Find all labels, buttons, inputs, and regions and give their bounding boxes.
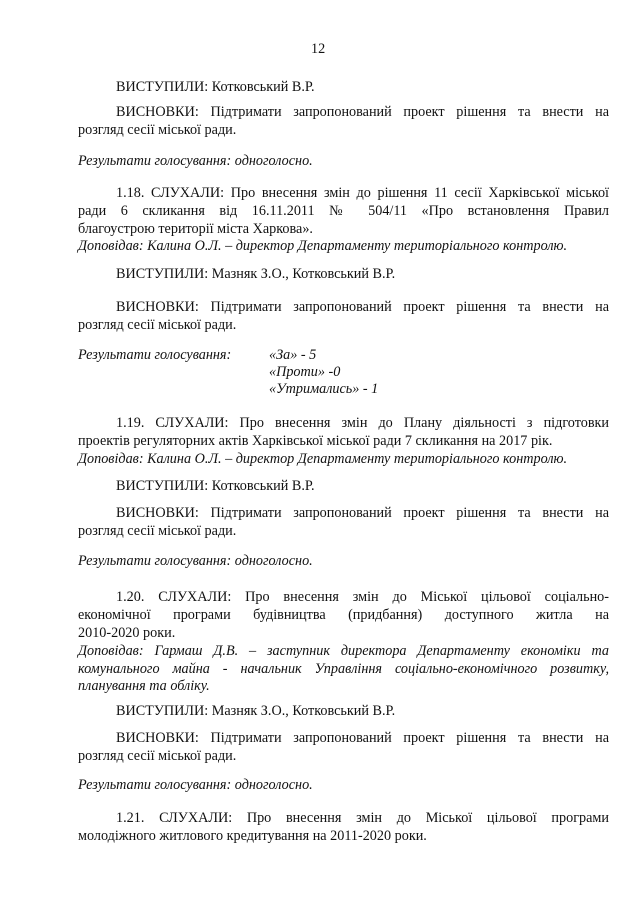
- conclusions-line: ВИСНОВКИ: Підтримати запропонований проект рішення та внести на: [116, 730, 609, 746]
- conclusions-line-cont: розгляд сесії міської ради.: [78, 317, 237, 333]
- heard-line-cont: молодіжного житлового кредитування на 2011-2020 роки.: [78, 828, 427, 844]
- heard-line: 1.20. СЛУХАЛИ: Про внесення змін до Міської цільової соціально-: [116, 589, 609, 605]
- heard-line: 1.18. СЛУХАЛИ: Про внесення змін до рішення 11 сесії Харківської міської: [116, 185, 609, 201]
- speakers-line: ВИСТУПИЛИ: Котковський В.Р.: [116, 478, 315, 494]
- heard-line-cont: 2010-2020 роки.: [78, 625, 176, 641]
- speakers-line: ВИСТУПИЛИ: Мазняк З.О., Котковський В.Р.: [116, 703, 396, 719]
- heard-line-cont: ради 6 скликання від 16.11.2011 № 504/11 «Про встановлення Правил: [78, 203, 609, 219]
- reporter-line: Доповідав: Калина О.Л. – директор Департаменту територіального контролю.: [78, 451, 568, 467]
- heard-line: 1.19. СЛУХАЛИ: Про внесення змін до Плану діяльності з підготовки: [116, 415, 609, 431]
- vote-against: «Проти» -0: [269, 364, 341, 380]
- vote-for: «За» - 5: [269, 347, 317, 363]
- speakers-line: ВИСТУПИЛИ: Котковський В.Р.: [116, 79, 315, 95]
- voting-results: Результати голосування: одноголосно.: [78, 553, 313, 569]
- conclusions-line: ВИСНОВКИ: Підтримати запропонований проект рішення та внести на: [116, 505, 609, 521]
- conclusions-line: ВИСНОВКИ: Підтримати запропонований проект рішення та внести на: [116, 299, 609, 315]
- conclusions-line-cont: розгляд сесії міської ради.: [78, 748, 237, 764]
- speakers-line: ВИСТУПИЛИ: Мазняк З.О., Котковський В.Р.: [116, 266, 396, 282]
- conclusions-line: ВИСНОВКИ: Підтримати запропонований проект рішення та внести на: [116, 104, 609, 120]
- conclusions-line-cont: розгляд сесії міської ради.: [78, 122, 237, 138]
- voting-results-label: Результати голосування:: [78, 347, 232, 363]
- heard-line-cont: благоустрою території міста Харкова».: [78, 221, 313, 237]
- page-number: 12: [311, 41, 326, 57]
- voting-results: Результати голосування: одноголосно.: [78, 153, 313, 169]
- reporter-line-cont: комунального майна - начальник Управління соціально-економічного розвитку,: [78, 661, 609, 677]
- reporter-line: Доповідав: Калина О.Л. – директор Департаменту територіального контролю.: [78, 238, 568, 254]
- reporter-line-cont: планування та обліку.: [78, 678, 210, 694]
- reporter-line: Доповідав: Гармаш Д.В. – заступник директора Департаменту економіки та: [78, 643, 609, 659]
- heard-line: 1.21. СЛУХАЛИ: Про внесення змін до Міської цільової програми: [116, 810, 609, 826]
- heard-line-cont: проектів регуляторних актів Харківської міської ради 7 скликання на 2017 рік.: [78, 433, 553, 449]
- voting-results: Результати голосування: одноголосно.: [78, 777, 313, 793]
- conclusions-line-cont: розгляд сесії міської ради.: [78, 523, 237, 539]
- heard-line-cont: економічної програми будівництва (придбання) доступного житла на: [78, 607, 609, 623]
- vote-abstained: «Утримались» - 1: [269, 381, 379, 397]
